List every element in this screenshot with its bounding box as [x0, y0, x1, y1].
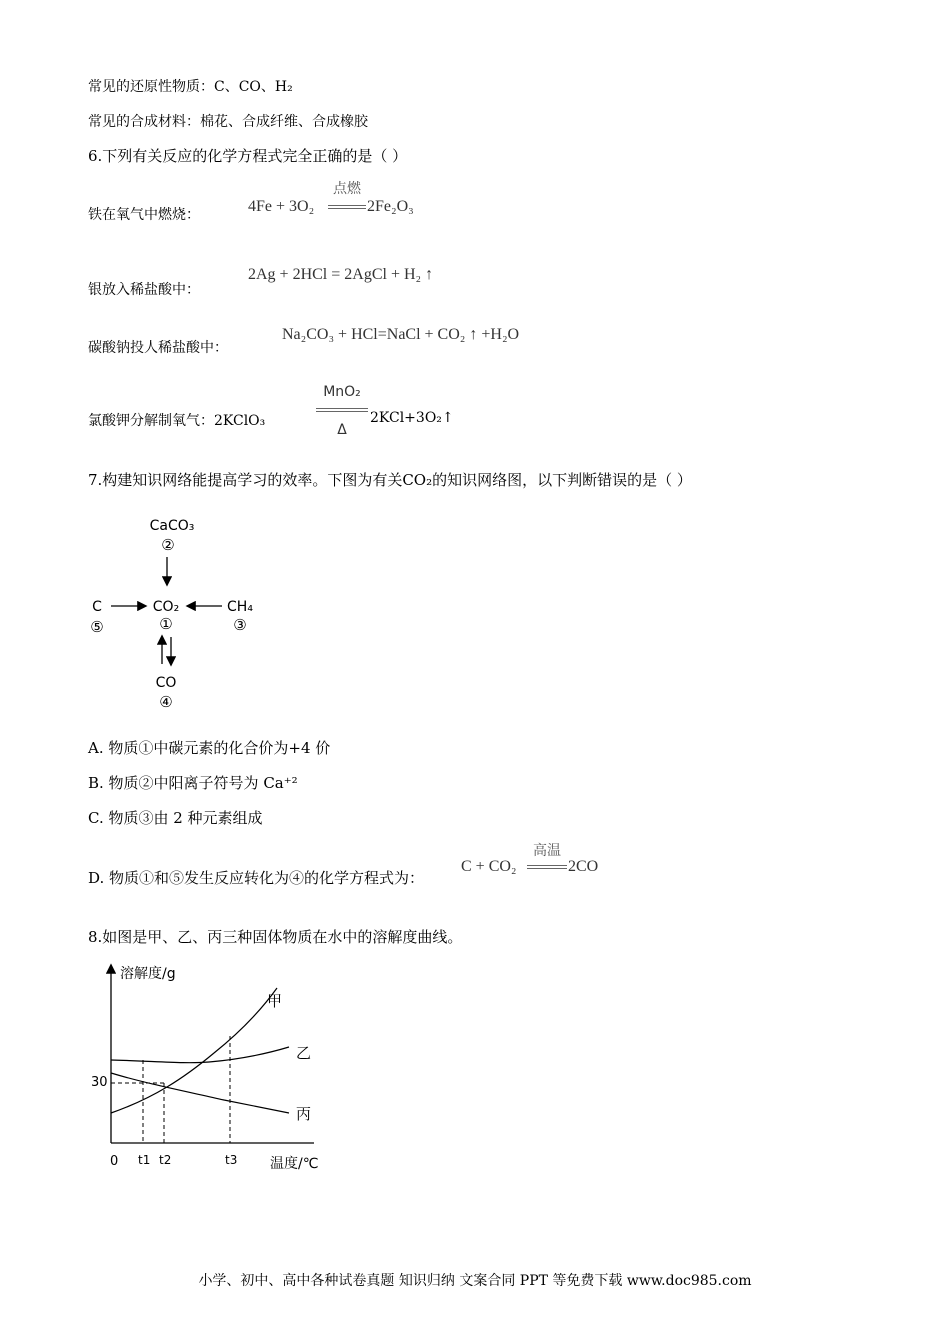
q6-d-right: 2KCl+3O₂↑ — [370, 410, 454, 426]
caco3-label: CaCO₃ — [149, 518, 195, 534]
q6-stem: 6.下列有关反应的化学方程式完全正确的是（ ） — [88, 147, 408, 165]
node1-number: ① — [159, 615, 173, 633]
q6-option-b-text: 银放入稀盐酸中： — [88, 282, 200, 298]
q6-option-c — [88, 338, 228, 358]
q6-option-d-text: 氯酸钾分解制氧气：2KClO₃ — [88, 413, 266, 429]
node2-number: ② — [161, 536, 175, 554]
q5-option-d-text: 常见的合成材料：棉花、合成纤维、合成橡胶 — [88, 114, 368, 130]
q7-option-d: D. 物质①和⑤发生反应转化为④的化学方程式为： — [88, 869, 425, 887]
co-label: CO — [155, 675, 177, 691]
curve-bing — [111, 1073, 289, 1113]
q6-d-heat: Δ — [337, 422, 347, 438]
q7-option-c: C. 物质③由 2 种元素组成 — [88, 809, 263, 827]
co2-network-diagram — [80, 510, 280, 715]
solubility-chart — [84, 958, 344, 1178]
page-footer: 小学、初中、高中各种试卷真题 知识归纳 文案合同 PPT 等免费下载 www.doc985.com — [198, 1273, 752, 1289]
co2-label: CO₂ — [152, 599, 180, 615]
x-tick-t2: t2 — [159, 1153, 172, 1167]
q6-a-left: 4Fe + 3O₂ — [248, 198, 315, 215]
node4-number: ④ — [159, 693, 173, 711]
y-axis-label: 溶解度/g — [120, 966, 176, 982]
q6-a-condition: 点燃 — [333, 181, 361, 197]
curve-jia — [111, 988, 277, 1113]
q7-d-equal-bar — [527, 865, 567, 869]
q8-stem: 8.如图是甲、乙、丙三种固体物质在水中的溶解度曲线。 — [88, 928, 463, 946]
q7-d-right: 2CO — [568, 858, 599, 875]
origin-label: 0 — [110, 1154, 119, 1169]
q6-c-equation: Na₂CO₃ + HCl=NaCl + CO₂ ↑ +H₂O — [282, 326, 520, 343]
q7-d-condition: 高温 — [533, 843, 561, 859]
q6-option-d — [88, 411, 265, 431]
y-tick-30: 30 — [91, 1075, 108, 1090]
q7-stem: 7.构建知识网络能提高学习的效率。下图为有关CO₂的知识网络图，以下判断错误的是（ ） — [88, 471, 692, 489]
q5-option-d — [88, 112, 368, 132]
q5-option-c — [88, 77, 293, 97]
q7-option-a: A. 物质①中碳元素的化合价为+4 价 — [88, 739, 331, 757]
x-tick-t1: t1 — [138, 1153, 151, 1167]
q6-d-equal-bar — [316, 408, 368, 412]
node3-number: ③ — [233, 616, 247, 634]
q6-a-right: 2Fe₂O₃ — [367, 198, 414, 215]
series-label-bing: 丙 — [296, 1105, 312, 1123]
series-label-yi: 乙 — [296, 1044, 312, 1062]
q6-d-catalyst: MnO₂ — [323, 384, 361, 400]
q6-b-equation: 2Ag + 2HCl = 2AgCl + H₂ ↑ — [248, 266, 434, 283]
q7-d-left: C + CO₂ — [461, 858, 517, 875]
q6-option-a — [88, 205, 200, 225]
x-axis-label: 温度/℃ — [270, 1156, 319, 1172]
curve-yi — [111, 1047, 289, 1063]
q6-option-c-text: 碳酸钠投人稀盐酸中： — [88, 340, 228, 356]
q7-option-b: B. 物质②中阳离子符号为 Ca⁺² — [88, 774, 298, 792]
q5-option-c-text: 常见的还原性物质：C、CO、H₂ — [88, 79, 293, 95]
series-label-jia: 甲 — [267, 992, 283, 1010]
node5-number: ⑤ — [90, 618, 104, 636]
ch4-label: CH₄ — [227, 599, 253, 615]
q6-option-a-text: 铁在氧气中燃烧： — [88, 207, 200, 223]
q6-option-b — [88, 280, 200, 300]
c-label: C — [92, 599, 102, 615]
q6-a-equal-bar — [328, 205, 366, 209]
x-tick-t3: t3 — [225, 1153, 238, 1167]
